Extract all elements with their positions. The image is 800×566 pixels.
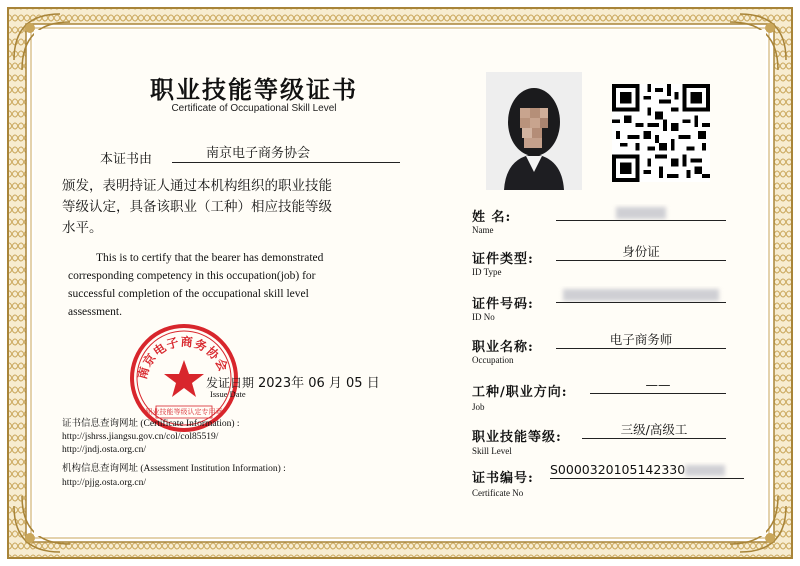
statement-cn-line: 水平。: [62, 220, 103, 236]
issue-date-label: 发证日期: [206, 376, 255, 390]
job-label: 工种/职业方向:: [472, 385, 568, 400]
cert-info-url[interactable]: http://jshrss.jiangsu.gov.cn/col/col85519/: [62, 432, 219, 442]
certification-statement-en: [68, 249, 408, 321]
cert-no-value: [550, 462, 744, 479]
statement-en-line: corresponding competency in this occupation(job) for: [68, 270, 316, 282]
occupation-value: 电子商务师: [556, 332, 726, 349]
certification-statement-cn: [62, 176, 412, 239]
issue-date-label-en: Issue Date: [210, 389, 246, 399]
statement-en-line: This is to certify that the bearer has demonstrated: [96, 252, 324, 264]
issuer-name: 南京电子商务协会: [172, 146, 400, 163]
id-number-label: 证件号码:: [472, 297, 534, 312]
issue-date-value: 2023年 06 月 05 日: [258, 376, 380, 391]
redacted-name: [616, 207, 666, 219]
cert-no-label-en: Certificate No: [472, 488, 524, 498]
skill-level-label-en: Skill Level: [472, 446, 512, 456]
qr-code[interactable]: [612, 84, 710, 182]
cert-info-url[interactable]: http://jndj.osta.org.cn/: [62, 445, 147, 455]
id-number-label-en: ID No: [472, 312, 495, 322]
redacted-id-number: [563, 289, 719, 301]
id-number-value: [556, 286, 726, 303]
statement-cn-line: 颁发，表明持证人通过本机构组织的职业技能: [62, 178, 332, 194]
skill-level-label: 职业技能等级:: [472, 430, 562, 445]
certificate-subtitle: Certificate of Occupational Skill Level: [171, 103, 337, 114]
occupation-label-en: Occupation: [472, 355, 514, 365]
name-label-en: Name: [472, 225, 494, 235]
issued-by-label: 本证书由: [100, 152, 153, 167]
statement-en-line: assessment.: [68, 306, 122, 318]
cert-no-visible: S0000320105142330: [550, 462, 686, 477]
job-value: ——: [590, 377, 726, 394]
id-type-value: 身份证: [556, 244, 726, 261]
svg-text:职业技能等级认定专用章: 职业技能等级认定专用章: [145, 408, 223, 416]
inst-info-label: 机构信息查询网址 (Assessment Institution Information) :: [62, 464, 286, 474]
job-label-en: Job: [472, 402, 485, 412]
name-label: 姓 名:: [472, 210, 512, 225]
name-value: [556, 204, 726, 221]
statement-cn-line: 等级认定，具备该职业（工种）相应技能等级: [62, 199, 332, 215]
svg-text:南京电子商务协会: 南京电子商务协会: [135, 334, 231, 381]
redacted-cert-no: [685, 465, 725, 476]
cert-info-label: 证书信息查询网址 (Certificate Information) :: [62, 419, 240, 429]
inst-info-url[interactable]: http://pjjg.osta.org.cn/: [62, 478, 147, 488]
statement-en-line: successful completion of the occupational skill level: [68, 288, 309, 300]
skill-level-value: 三级/高级工: [582, 422, 726, 439]
holder-photo: [486, 72, 582, 190]
cert-no-label: 证书编号:: [472, 471, 534, 486]
occupation-label: 职业名称:: [472, 340, 534, 355]
certificate-title: 职业技能等级证书: [150, 76, 358, 104]
id-type-label-en: ID Type: [472, 267, 502, 277]
portrait-image: [486, 72, 582, 190]
id-type-label: 证件类型:: [472, 252, 534, 267]
